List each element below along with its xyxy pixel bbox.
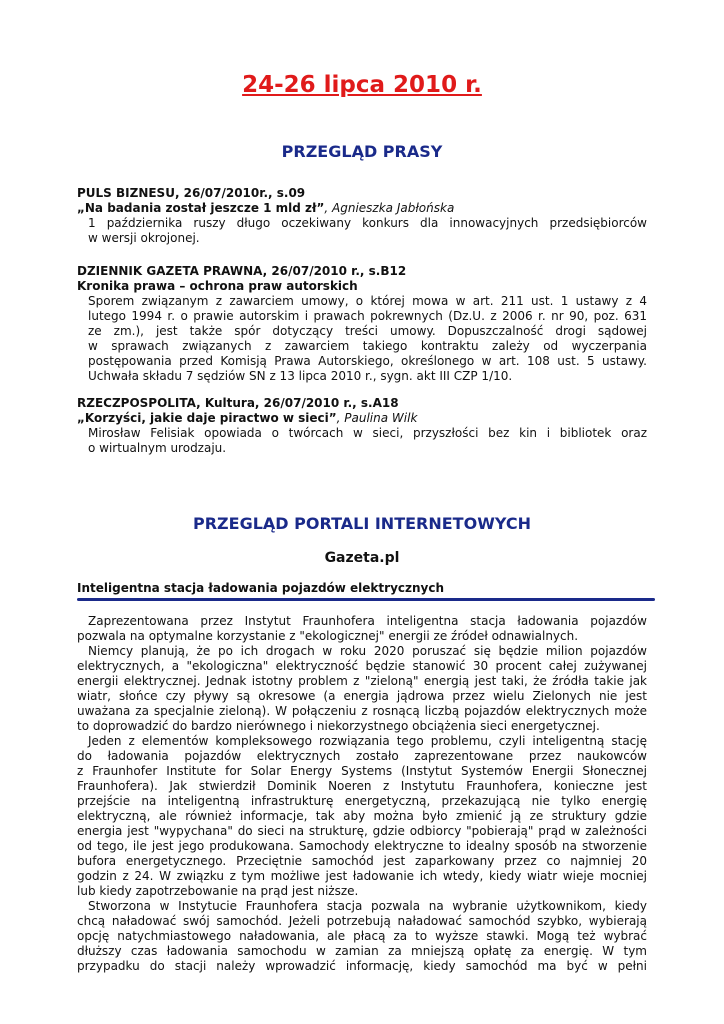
article-body-line: z Fraunhofer Institute for Solar Energy Systems (Instytut Systemów Energii Słonecznej — [77, 764, 647, 778]
document-title: 24-26 lipca 2010 r. — [242, 72, 482, 98]
article-body-line: dłuższy czas ładowania samochodu w zamian za mniejszą opłatę za energię. W tym — [77, 944, 647, 958]
press-source: PULS BIZNESU, 26/07/2010r., s.09 — [77, 186, 306, 200]
press-article-title: „Na badania został jeszcze 1 mld zł” — [77, 201, 325, 215]
article-body-line: Fraunhofera). Jak stwierdził Dominik Noeren z Instytutu Fraunhofera, konieczne jest — [77, 779, 647, 793]
press-summary-line: ze zm.), jest także spór dotyczący treści umowy. Dopuszczalność drogi sądowej — [88, 324, 647, 338]
press-summary-line: o wirtualnym urodzaju. — [88, 441, 227, 455]
article-body-line: energii elektrycznej. Jednak istotny problem z "zieloną" energią jest taki, że źródła takie jak — [77, 674, 647, 688]
press-entry — [77, 186, 647, 246]
press-article-line — [77, 201, 647, 216]
portal-name: Gazeta.pl — [324, 550, 400, 566]
press-source: DZIENNIK GAZETA PRAWNA, 26/07/2010 r., s.B12 — [77, 264, 407, 278]
article-body-line: Stworzona w Instytucie Fraunhofera stacja pozwala na wybranie użytkownikom, kiedy — [88, 899, 647, 913]
article-body-line: chcą naładować swój samochód. Jeżeli potrzebują naładować samochód szybko, wybierają — [77, 914, 647, 928]
press-summary-line: 1 października ruszy długo oczekiwany konkurs dla innowacyjnych przedsiębiorców — [88, 216, 647, 230]
article-body-line: przypadku do stacji należy wprowadzić informację, kiedy samochód ma być w pełni — [77, 959, 647, 973]
article-body — [77, 614, 647, 974]
press-summary-line: Mirosław Felisiak opowiada o twórcach w sieci, przyszłości bez kin i bibliotek oraz — [88, 426, 647, 440]
press-summary — [88, 294, 647, 384]
article-body-line: pozwala na optymalne korzystanie z "ekologicznej" energii ze źródeł odnawialnych. — [77, 629, 579, 643]
article-body-line: Zaprezentowana przez Instytut Fraunhofera inteligentna stacja ładowania pojazdów — [88, 614, 647, 628]
article-body-line: to doprowadzić do bardzo nierównego i niekorzystnego obciążenia sieci energetycznej. — [77, 719, 600, 733]
press-source: RZECZPOSPOLITA, Kultura, 26/07/2010 r., s.A18 — [77, 396, 399, 410]
article-body-line: bufora energetycznego. Przeciętnie samochód jest zaparkowany przez co najmniej 20 — [77, 854, 647, 868]
article-body-line: energia jest "wypychana" do sieci na strukturę, gdzie odbiorcy "pobierają" prąd w zależności — [77, 824, 647, 838]
press-summary-line: w sprawach związanych z zawarciem takiego kontraktu zależy od wyczerpania — [88, 339, 647, 353]
article-body-line: uważana za specjalnie zieloną). W połączeniu z rosnącą liczbą pojazdów elektrycznych może — [77, 704, 647, 718]
press-entry — [77, 264, 647, 384]
press-summary-line: postępowania przed Komisją Prawa Autorskiego, określonego w art. 108 ust. 5 ustawy. — [88, 354, 647, 368]
article-body-line: przejście na inteligentną infrastrukturę energetyczną, przekazującą nie tylko energię — [77, 794, 647, 808]
article-body-line: opcję natychmiastowego naładowania, ale płacą za to wyższe stawki. Mogą też wybrać — [77, 929, 647, 943]
press-article-author: , Agnieszka Jabłońska — [324, 201, 455, 215]
article-body-line: wiatr, słońce czy pływy są okresowe (a energia jądrowa przez wielu Zielonych nie jest — [77, 689, 647, 703]
press-entry — [77, 396, 647, 456]
press-summary-line: Uchwała składu 7 sędziów SN z 13 lipca 2010 r., sygn. akt III CZP 1/10. — [88, 369, 513, 383]
press-review-heading: PRZEGLĄD PRASY — [281, 142, 443, 161]
press-summary — [88, 426, 647, 456]
press-article-line — [77, 279, 647, 294]
divider — [77, 598, 655, 601]
article-body-line: Jeden z elementów kompleksowego rozwiązania tego problemu, czyli inteligentną stację — [88, 734, 647, 748]
article-body-line: do ładowania pojazdów elektrycznych zostało zaprezentowane przez naukowców — [77, 749, 647, 763]
article-body-line: lub kiedy zapotrzebowanie na prąd jest niższe. — [77, 884, 359, 898]
article-body-line: od tego, ile jest jego produkowana. Samochody elektryczne to idealny sposób na stworzenie — [77, 839, 647, 853]
press-summary — [88, 216, 647, 246]
press-article-title: Kronika prawa – ochrona praw autorskich — [77, 279, 358, 293]
press-article-title: „Korzyści, jakie daje piractwo w sieci” — [77, 411, 337, 425]
article-body-line: godzin z 24. W związku z tym możliwe jest ładowanie ich wtedy, kiedy wiatr wieje mocniej — [77, 869, 647, 883]
article-title: Inteligentna stacja ładowania pojazdów elektrycznych — [77, 581, 445, 595]
article-body-line: Niemcy planują, że po ich drogach w roku 2020 poruszać się będzie milion pojazdów — [88, 644, 647, 658]
article-body-line: elektrycznych, a "ekologiczna" elektryczność będzie stanowić 30 procent całej zużywanej — [77, 659, 647, 673]
press-summary-line: w wersji okrojonej. — [88, 231, 200, 245]
press-article-author: , Paulina Wilk — [336, 411, 418, 425]
press-summary-line: lutego 1994 r. o prawie autorskim i prawach pokrewnych (Dz.U. z 2006 r. nr 90, poz. 631 — [88, 309, 647, 323]
press-summary-line: Sporem związanym z zawarciem umowy, o której mowa w art. 211 ust. 1 ustawy z 4 — [88, 294, 647, 308]
portals-review-heading: PRZEGLĄD PORTALI INTERNETOWYCH — [193, 514, 531, 533]
article-body-line: elektryczną, ale również informacje, tak aby można było zmienić ją ze struktury gdzie — [77, 809, 647, 823]
press-article-line — [77, 411, 647, 426]
